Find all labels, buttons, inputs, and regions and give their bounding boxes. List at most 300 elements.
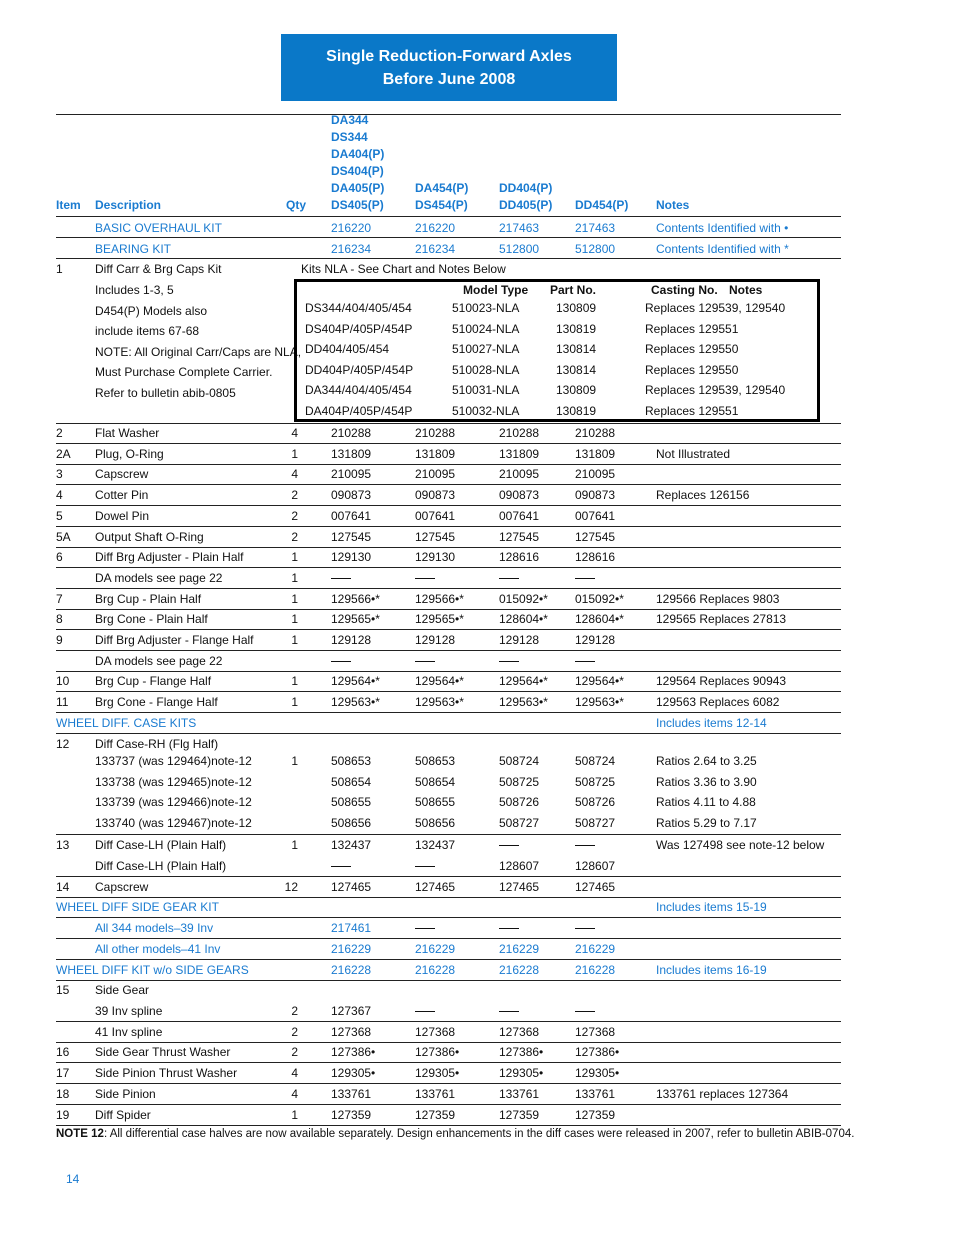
part-da454: 127386• bbox=[415, 1045, 460, 1060]
nla-hdr-model: Model Type bbox=[463, 283, 529, 297]
part-dd404: 508724 bbox=[499, 754, 540, 768]
item-number: 8 bbox=[56, 612, 63, 627]
part-da344: 216229 bbox=[331, 942, 372, 956]
item-description: Diff Case-LH (Plain Half) bbox=[95, 859, 227, 873]
part-da344 bbox=[331, 571, 351, 585]
dash-mark bbox=[575, 661, 595, 662]
item-description: All other models–41 Inv bbox=[95, 942, 221, 956]
hdr-col-a-line: DS404(P) bbox=[331, 164, 384, 178]
part-da344: 090873 bbox=[331, 488, 372, 503]
part-dd454: 129563•* bbox=[575, 695, 624, 710]
part-dd404: 015092•* bbox=[499, 591, 548, 606]
item-qty: 2 bbox=[291, 1045, 298, 1060]
part-da344: 127545 bbox=[331, 529, 372, 544]
item-description: BASIC OVERHAUL KIT bbox=[95, 221, 222, 235]
part-da344: 129564•* bbox=[331, 674, 380, 689]
nla-hdr-notes: Notes bbox=[729, 283, 763, 297]
part-dd454: 508727 bbox=[575, 815, 616, 830]
part-da454: 007641 bbox=[415, 508, 456, 523]
hdr-col-a-line: DA405(P) bbox=[331, 181, 385, 195]
nla-cell: 130814 bbox=[556, 362, 597, 377]
row-divider bbox=[56, 691, 841, 692]
part-dd454 bbox=[575, 921, 595, 935]
part-dd404: 512800 bbox=[499, 242, 540, 256]
nla-cell: 130809 bbox=[556, 301, 597, 315]
part-dd404: 129563•* bbox=[499, 695, 548, 710]
hdr-col-c-line: DD405(P) bbox=[499, 198, 553, 212]
part-dd404: 128607 bbox=[499, 859, 540, 873]
part-da344: 127359 bbox=[331, 1107, 372, 1122]
row-divider bbox=[56, 629, 841, 630]
item-qty: 1 bbox=[291, 754, 298, 768]
hdr-col-c bbox=[499, 180, 552, 214]
dash-mark bbox=[415, 1011, 435, 1012]
item-qty: 1 bbox=[291, 633, 298, 647]
item-number: 1 bbox=[56, 262, 63, 276]
part-da344: 217461 bbox=[331, 921, 372, 935]
part-da454: 129566•* bbox=[415, 591, 464, 606]
part-dd404 bbox=[499, 654, 519, 668]
item-number: 5A bbox=[56, 529, 71, 544]
item-number: 3 bbox=[56, 467, 63, 482]
part-dd454 bbox=[575, 1004, 595, 1018]
part-dd404: 128604•* bbox=[499, 612, 548, 627]
item-description: Diff Brg Adjuster - Flange Half bbox=[95, 633, 254, 647]
part-dd404: 210288 bbox=[499, 426, 540, 440]
part-dd454: 090873 bbox=[575, 488, 616, 503]
item-description: Brg Cup - Flange Half bbox=[95, 674, 212, 689]
part-da344: 127386• bbox=[331, 1045, 376, 1060]
row-divider bbox=[56, 959, 841, 960]
item-qty: 1 bbox=[291, 570, 298, 585]
row-divider bbox=[56, 650, 841, 651]
item-number: 6 bbox=[56, 550, 63, 565]
item-description: Side Pinion Thrust Washer bbox=[95, 1066, 238, 1081]
part-dd404: 129128 bbox=[499, 633, 540, 647]
item-qty: 1 bbox=[291, 612, 298, 627]
item-description: Diff Case-RH (Flg Half) bbox=[95, 737, 219, 751]
row-divider bbox=[56, 505, 841, 506]
part-da344: 216220 bbox=[331, 221, 372, 235]
part-da454: 508656 bbox=[415, 815, 456, 830]
item-description: Plug, O-Ring bbox=[95, 446, 164, 461]
item-number: 2A bbox=[56, 446, 71, 461]
item-number: 16 bbox=[56, 1045, 70, 1060]
part-da454: 129128 bbox=[415, 633, 456, 647]
part-da454: 127545 bbox=[415, 529, 456, 544]
row-divider bbox=[56, 588, 841, 589]
item-number: 13 bbox=[56, 838, 70, 852]
item-description: BEARING KIT bbox=[95, 242, 172, 256]
item-notes: Was 127498 see note-12 below bbox=[656, 838, 825, 852]
nla-cell: DD404/405/454 bbox=[305, 342, 390, 357]
page-number: 14 bbox=[66, 1172, 80, 1186]
item-notes: Contents Identified with • bbox=[656, 221, 789, 235]
dash-mark bbox=[499, 845, 519, 846]
dash-mark bbox=[415, 866, 435, 867]
item-description: 133740 (was 129467)note-12 bbox=[95, 815, 252, 830]
item-notes: Replaces 126156 bbox=[656, 488, 750, 503]
part-dd404: 127359 bbox=[499, 1107, 540, 1122]
part-da344: 216228 bbox=[331, 963, 372, 977]
part-da344: 132437 bbox=[331, 838, 372, 852]
item1-note-line: include items 67-68 bbox=[95, 324, 200, 338]
item-number: 2 bbox=[56, 426, 63, 440]
part-dd404: 216229 bbox=[499, 942, 540, 956]
part-da454: 508655 bbox=[415, 795, 456, 809]
part-da344: 127368 bbox=[331, 1024, 372, 1039]
part-dd454: 127359 bbox=[575, 1107, 616, 1122]
item-description: Side Gear bbox=[95, 983, 150, 997]
hdr-col-c-line: DD404(P) bbox=[499, 181, 553, 195]
part-da454: 210288 bbox=[415, 426, 456, 440]
dash-mark bbox=[331, 866, 351, 867]
item-number: 10 bbox=[56, 674, 70, 689]
item-number: 5 bbox=[56, 508, 63, 523]
hdr-col-a bbox=[331, 112, 384, 214]
row-divider bbox=[56, 567, 841, 568]
hdr-col-a-line: DS405(P) bbox=[331, 198, 384, 212]
row-divider bbox=[56, 1083, 841, 1084]
item-qty: 1 bbox=[291, 838, 298, 852]
part-da454 bbox=[415, 571, 435, 585]
part-da344: 210288 bbox=[331, 426, 372, 440]
item-number: 15 bbox=[56, 983, 70, 997]
item-notes: 129563 Replaces 6082 bbox=[656, 695, 780, 710]
part-dd454: 216229 bbox=[575, 942, 616, 956]
item-description: WHEEL DIFF SIDE GEAR KIT bbox=[56, 900, 219, 914]
part-da344: 129128 bbox=[331, 633, 372, 647]
part-dd454: 512800 bbox=[575, 242, 616, 256]
item-qty: 1 bbox=[291, 591, 298, 606]
part-dd454: 128604•* bbox=[575, 612, 624, 627]
item-notes: Ratios 3.36 to 3.90 bbox=[656, 774, 757, 789]
item-description: Capscrew bbox=[95, 880, 149, 894]
hdr-col-d bbox=[575, 197, 628, 214]
item-qty: 2 bbox=[291, 1003, 298, 1018]
part-dd404: 007641 bbox=[499, 508, 540, 523]
nla-hdr-casting: Casting No. bbox=[651, 283, 718, 297]
part-dd454 bbox=[575, 571, 595, 585]
nla-caption: Kits NLA - See Chart and Notes Below bbox=[301, 262, 506, 276]
page-title-line2: Before June 2008 bbox=[382, 71, 516, 88]
item-number: 18 bbox=[56, 1087, 70, 1101]
part-dd454: 133761 bbox=[575, 1087, 616, 1101]
item-qty: 1 bbox=[291, 446, 298, 461]
part-da454: 129565•* bbox=[415, 612, 464, 627]
dash-mark bbox=[499, 1011, 519, 1012]
nla-cell: 510032-NLA bbox=[452, 404, 520, 418]
item-qty: 1 bbox=[291, 674, 298, 689]
item-notes: 129566 Replaces 9803 bbox=[656, 591, 780, 606]
part-dd454: 210095 bbox=[575, 467, 616, 482]
item-notes: Includes items 12-14 bbox=[656, 716, 767, 730]
dash-mark bbox=[575, 578, 595, 579]
part-dd454 bbox=[575, 838, 595, 852]
note-12 bbox=[56, 1128, 854, 1140]
item-description: DA models see page 22 bbox=[95, 653, 223, 668]
item-number: 9 bbox=[56, 633, 63, 647]
item1-note-line: NOTE: All Original Carr/Caps are NLA, bbox=[95, 344, 302, 359]
nla-cell: DA404P/405P/454P bbox=[305, 404, 413, 418]
part-dd454: 007641 bbox=[575, 508, 616, 523]
hdr-col-b bbox=[415, 180, 468, 214]
item-description: Brg Cone - Plain Half bbox=[95, 612, 208, 627]
part-da344: 129130 bbox=[331, 550, 372, 565]
item-notes: Ratios 5.29 to 7.17 bbox=[656, 815, 757, 830]
hdr-col-a-line: DA344 bbox=[331, 113, 369, 127]
nla-cell: DA344/404/405/454 bbox=[305, 383, 412, 398]
row-divider bbox=[56, 1042, 841, 1043]
row-divider bbox=[56, 712, 841, 713]
hdr-qty: Qty bbox=[286, 198, 307, 212]
hdr-col-a-line: DA404(P) bbox=[331, 147, 385, 161]
part-da454: 216234 bbox=[415, 242, 456, 256]
part-da454: 508654 bbox=[415, 774, 456, 789]
dash-mark bbox=[415, 928, 435, 929]
item-description: Diff Carr & Brg Caps Kit bbox=[95, 262, 222, 276]
row-divider bbox=[56, 876, 841, 877]
part-da344: 129565•* bbox=[331, 612, 380, 627]
part-dd454: 127545 bbox=[575, 529, 616, 544]
row-divider bbox=[56, 464, 841, 465]
nla-cell: 510023-NLA bbox=[452, 301, 520, 315]
nla-cell: 510031-NLA bbox=[452, 383, 520, 398]
item-qty: 2 bbox=[291, 1024, 298, 1039]
item-qty: 2 bbox=[291, 529, 298, 544]
part-dd454: 217463 bbox=[575, 221, 616, 235]
item-description: Side Gear Thrust Washer bbox=[95, 1045, 231, 1060]
item-number: 14 bbox=[56, 880, 70, 894]
part-dd454: 210288 bbox=[575, 426, 616, 440]
row-divider bbox=[56, 938, 841, 939]
part-da454: 129130 bbox=[415, 550, 456, 565]
item-notes: 129564 Replaces 90943 bbox=[656, 674, 787, 689]
item-description: Output Shaft O-Ring bbox=[95, 529, 204, 544]
part-dd404: 216228 bbox=[499, 963, 540, 977]
row-divider bbox=[56, 980, 841, 981]
part-da344: 133761 bbox=[331, 1087, 372, 1101]
item-description: WHEEL DIFF. CASE KITS bbox=[56, 716, 197, 730]
item-description: Diff Brg Adjuster - Plain Half bbox=[95, 550, 244, 565]
part-da344: 216234 bbox=[331, 242, 372, 256]
nla-cell: Replaces 129551 bbox=[645, 321, 739, 336]
item-qty: 4 bbox=[291, 467, 298, 482]
item-description: Flat Washer bbox=[95, 426, 160, 440]
row-divider bbox=[56, 1104, 841, 1105]
part-dd404 bbox=[499, 571, 519, 585]
part-da454: 129305• bbox=[415, 1066, 460, 1081]
item-notes: 129565 Replaces 27813 bbox=[656, 612, 787, 627]
item-number: 7 bbox=[56, 591, 63, 606]
part-dd404 bbox=[499, 921, 519, 935]
part-dd404: 127465 bbox=[499, 880, 540, 894]
nla-cell: Replaces 129550 bbox=[645, 342, 739, 357]
part-da344: 127367 bbox=[331, 1003, 372, 1018]
item-notes: Contents Identified with * bbox=[656, 242, 789, 256]
part-dd404: 127386• bbox=[499, 1045, 544, 1060]
part-da454: 216228 bbox=[415, 963, 456, 977]
part-dd404: 210095 bbox=[499, 467, 540, 482]
row-divider bbox=[56, 834, 841, 835]
part-da344: 131809 bbox=[331, 446, 372, 461]
part-dd404 bbox=[499, 838, 519, 852]
row-divider bbox=[56, 423, 841, 424]
item-number: 4 bbox=[56, 488, 63, 503]
item-description: Diff Case-LH (Plain Half) bbox=[95, 838, 227, 852]
part-dd404: 090873 bbox=[499, 488, 540, 503]
part-da454 bbox=[415, 1004, 435, 1018]
part-da344: 129305• bbox=[331, 1066, 376, 1081]
row-divider bbox=[56, 526, 841, 527]
page-title-line1: Single Reduction-Forward Axles bbox=[326, 48, 572, 65]
item-description: Cotter Pin bbox=[95, 488, 149, 503]
part-dd404: 508726 bbox=[499, 795, 540, 809]
nla-cell: 130819 bbox=[556, 321, 597, 336]
part-da344: 508655 bbox=[331, 795, 372, 809]
nla-cell: 510024-NLA bbox=[452, 321, 520, 336]
item-description: Dowel Pin bbox=[95, 508, 150, 523]
part-da454 bbox=[415, 921, 435, 935]
part-dd454 bbox=[575, 654, 595, 668]
item-description: 133738 (was 129465)note-12 bbox=[95, 774, 252, 789]
row-divider bbox=[56, 443, 841, 444]
item-qty: 4 bbox=[291, 426, 298, 440]
part-dd454: 131809 bbox=[575, 446, 616, 461]
item-qty: 1 bbox=[291, 550, 298, 565]
part-da454 bbox=[415, 654, 435, 668]
part-da344: 127465 bbox=[331, 880, 372, 894]
nla-cell: Replaces 129539, 129540 bbox=[645, 383, 786, 398]
item-number: 17 bbox=[56, 1066, 70, 1081]
row-divider bbox=[56, 1021, 841, 1022]
nla-cell: Replaces 129550 bbox=[645, 362, 739, 377]
item1-note-line: D454(P) Models also bbox=[95, 303, 208, 318]
part-dd404: 129564•* bbox=[499, 674, 548, 689]
item-description: Capscrew bbox=[95, 467, 149, 482]
item-notes: Ratios 4.11 to 4.88 bbox=[656, 795, 756, 809]
item-notes: 133761 replaces 127364 bbox=[656, 1087, 789, 1101]
dash-mark bbox=[575, 845, 595, 846]
part-da344 bbox=[331, 654, 351, 668]
part-dd404: 217463 bbox=[499, 221, 540, 235]
item1-note-line: Includes 1-3, 5 bbox=[95, 283, 174, 297]
item-description: Diff Spider bbox=[95, 1107, 151, 1122]
item-description: Brg Cup - Plain Half bbox=[95, 591, 202, 606]
part-da454: 133761 bbox=[415, 1087, 456, 1101]
hdr-description: Description bbox=[95, 198, 162, 212]
part-da344: 508654 bbox=[331, 774, 372, 789]
part-da344 bbox=[331, 859, 351, 873]
item-description: 39 Inv spline bbox=[95, 1003, 163, 1018]
part-da454: 129563•* bbox=[415, 695, 464, 710]
part-dd404 bbox=[499, 1004, 519, 1018]
part-da344: 210095 bbox=[331, 467, 372, 482]
dash-mark bbox=[575, 928, 595, 929]
dash-mark bbox=[415, 578, 435, 579]
row-divider bbox=[56, 237, 841, 238]
item-qty: 12 bbox=[284, 880, 298, 894]
row-divider bbox=[56, 733, 841, 734]
dash-mark bbox=[331, 661, 351, 662]
item-notes: Ratios 2.64 to 3.25 bbox=[656, 754, 757, 768]
nla-cell: DS404P/405P/454P bbox=[305, 321, 413, 336]
nla-cell: 130809 bbox=[556, 383, 597, 398]
part-da344: 129563•* bbox=[331, 695, 380, 710]
nla-cell: Replaces 129551 bbox=[645, 404, 739, 418]
hdr-item: Item bbox=[56, 198, 81, 212]
nla-cell: 130819 bbox=[556, 404, 597, 418]
part-dd404: 133761 bbox=[499, 1087, 540, 1101]
nla-hdr-part: Part No. bbox=[550, 283, 597, 297]
item-qty: 2 bbox=[291, 508, 298, 523]
row-divider bbox=[56, 1062, 841, 1063]
part-da344: 508653 bbox=[331, 754, 372, 768]
part-dd404: 508725 bbox=[499, 774, 540, 789]
part-da454 bbox=[415, 859, 435, 873]
hdr-col-a-line: DS344 bbox=[331, 130, 368, 144]
part-dd454: 129305• bbox=[575, 1066, 620, 1081]
part-dd404: 129305• bbox=[499, 1066, 544, 1081]
item-description: All 344 models–39 Inv bbox=[95, 921, 214, 935]
note-text: : All differential case halves are now available separately. Design enhancements in the diff cases were released in 2007, refer to bulletin ABIB-0704. bbox=[103, 1128, 855, 1140]
item-qty: 1 bbox=[291, 1107, 298, 1122]
part-dd454: 128616 bbox=[575, 550, 616, 565]
item-qty: 1 bbox=[291, 695, 298, 710]
item-description: Brg Cone - Flange Half bbox=[95, 695, 218, 710]
part-da454: 131809 bbox=[415, 446, 456, 461]
item-description: Side Pinion bbox=[95, 1087, 156, 1101]
item-description: WHEEL DIFF KIT w/o SIDE GEARS bbox=[56, 963, 249, 977]
item-description: 133737 (was 129464)note-12 bbox=[95, 754, 252, 768]
part-dd404: 127368 bbox=[499, 1024, 540, 1039]
nla-cell: DS344/404/405/454 bbox=[305, 301, 412, 315]
item-description: DA models see page 22 bbox=[95, 570, 223, 585]
part-da454: 127359 bbox=[415, 1107, 456, 1122]
dash-mark bbox=[331, 578, 351, 579]
row-divider bbox=[56, 897, 841, 898]
part-dd404: 127545 bbox=[499, 529, 540, 544]
part-da344: 129566•* bbox=[331, 591, 380, 606]
part-da454: 216229 bbox=[415, 942, 456, 956]
part-dd454: 129564•* bbox=[575, 674, 624, 689]
item-notes: Includes items 16-19 bbox=[656, 963, 767, 977]
row-divider bbox=[56, 671, 841, 672]
part-da454: 127368 bbox=[415, 1024, 456, 1039]
nla-cell: Replaces 129539, 129540 bbox=[645, 301, 786, 315]
item-number: 19 bbox=[56, 1107, 70, 1122]
part-dd454: 127465 bbox=[575, 880, 616, 894]
part-da454: 129564•* bbox=[415, 674, 464, 689]
part-dd454: 216228 bbox=[575, 963, 616, 977]
item-description: 133739 (was 129466)note-12 bbox=[95, 795, 252, 809]
nla-cell: 130814 bbox=[556, 342, 597, 357]
part-da454: 090873 bbox=[415, 488, 456, 503]
row-divider bbox=[56, 917, 841, 918]
part-da454: 508653 bbox=[415, 754, 456, 768]
nla-cell: 510028-NLA bbox=[452, 362, 520, 377]
dash-mark bbox=[499, 928, 519, 929]
row-divider bbox=[56, 216, 841, 217]
item1-note-line: Refer to bulletin abib-0805 bbox=[95, 385, 236, 400]
part-dd454: 508724 bbox=[575, 754, 616, 768]
item-qty: 4 bbox=[291, 1087, 298, 1101]
note-label: NOTE 12 bbox=[56, 1128, 104, 1140]
item-number: 12 bbox=[56, 737, 70, 751]
dash-mark bbox=[499, 578, 519, 579]
part-dd404: 508727 bbox=[499, 815, 540, 830]
dash-mark bbox=[415, 661, 435, 662]
